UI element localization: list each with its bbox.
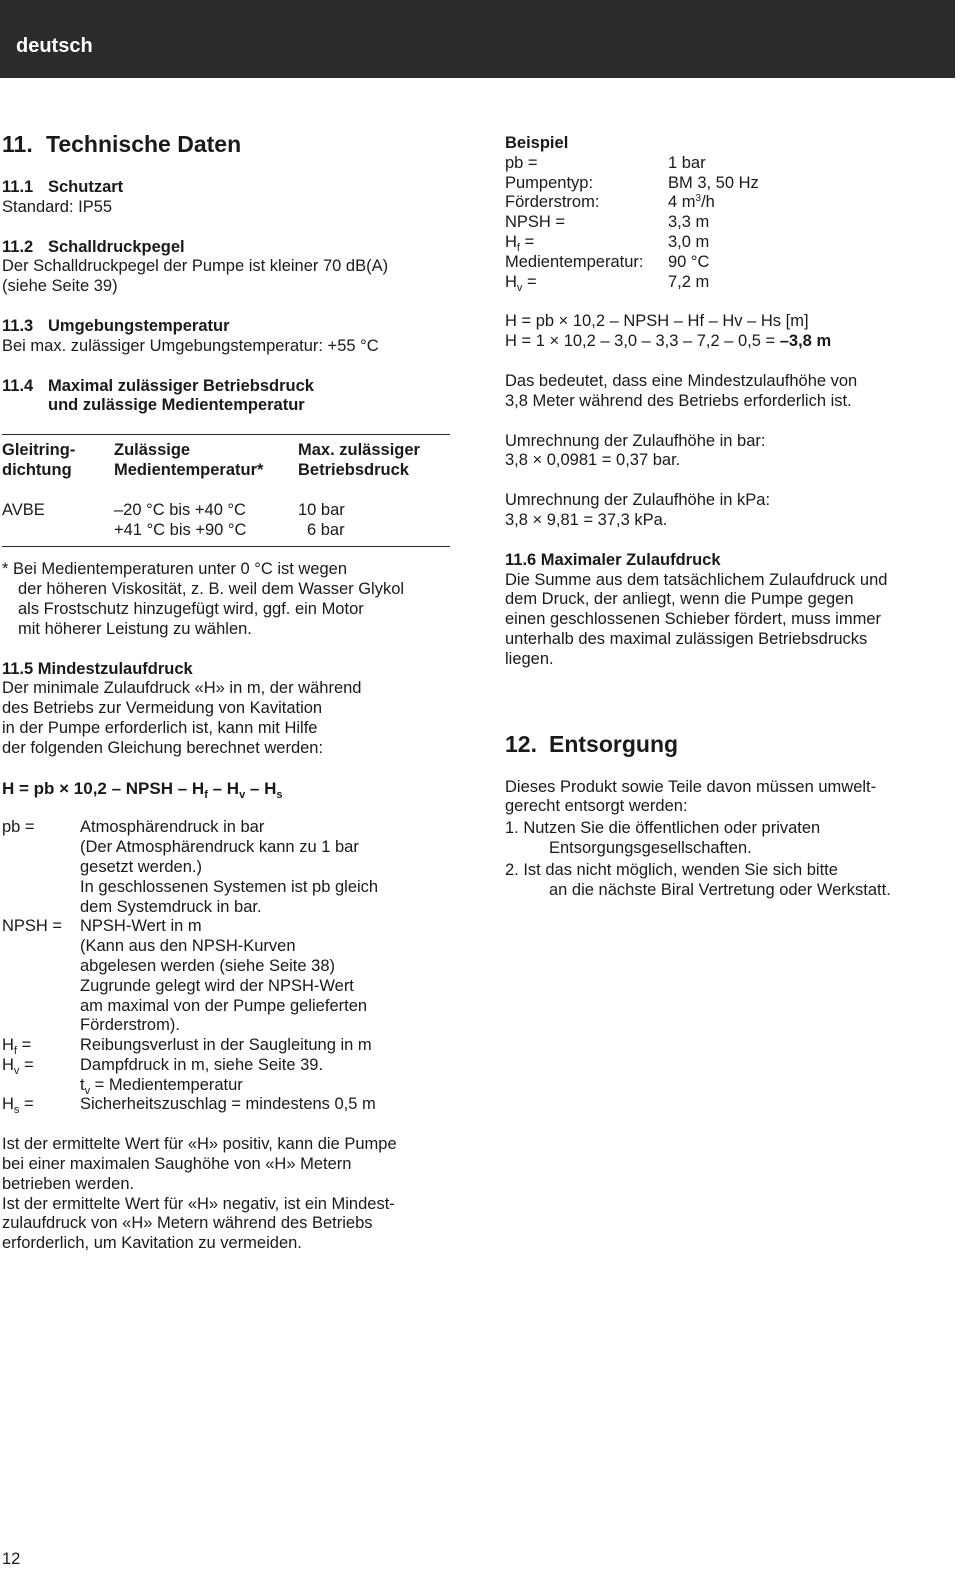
conversion-kpa: Umrechnung der Zulaufhöhe in kPa: 3,8 × 9,81 = 37,3 kPa. — [505, 491, 771, 529]
section-11-4: 11.4 Maximal zulässiger Betriebsdruck und zulässige Medientemperatur — [2, 376, 314, 415]
calculation: H = pb × 10,2 – NPSH – Hf – Hv – Hs [m] H = 1 × 10,2 – 3,0 – 3,3 – 7,2 – 0,5 = –3,8 m — [505, 312, 832, 351]
temperature-pressure-table — [2, 441, 450, 540]
list-item: 2. Ist das nicht möglich, wenden Sie sich bitte an die nächste Biral Vertretung oder Werkstatt. — [505, 860, 891, 899]
page-number: 12 — [2, 1550, 21, 1568]
disposal-section: Dieses Produkt sowie Teile davon müssen umwelt- gerecht entsorgt werden: 1. Nutzen Sie die öffentlichen oder privaten Entsorgungsgesellschaften. 2. Ist das nicht möglich, wenden Sie sich bitte an die nächste Biral Vertretung oder Werkstatt. — [505, 778, 945, 901]
closing-paragraph: Ist der ermittelte Wert für «H» positiv, kann die Pumpe bei einer maximalen Saughöhe von «H» Metern betrieben werden. Ist der ermittelte Wert für «H» negativ, ist ein Mindest- zulaufdruck von «H» Metern während des Betriebs erforderlich, um Kavitation zu vermeiden. — [2, 1135, 397, 1253]
section-11-3: 11.3 Umgebungstemperatur Bei max. zulässiger Umgebungstemperatur: +55 °C — [2, 316, 379, 355]
section-11-5: 11.5 Mindestzulaufdruck Der minimale Zulaufdruck «H» in m, der während des Betriebs zur Vermeidung von Kavitation in der Pumpe erforderlich ist, kann mit Hilfe der folgenden Gleichung berechnet werden: — [2, 659, 362, 757]
list-item: 1. Nutzen Sie die öffentlichen oder privaten Entsorgungsgesellschaften. — [505, 819, 821, 857]
meaning-paragraph: Das bedeutet, dass eine Mindestzulaufhöhe von 3,8 Meter während des Betriebs erforderlich ist. — [505, 371, 858, 410]
page-header — [0, 0, 955, 78]
section-11-2: 11.2 Schalldruckpegel Der Schalldruckpegel der Pumpe ist kleiner 70 dB(A) (siehe Seite 39) — [2, 237, 389, 296]
section-11-1: 11.1 Schutzart Standard: IP55 — [2, 178, 124, 216]
left-column — [2, 130, 462, 1254]
table-row: AVBE –20 °C bis +40 °C +41 °C bis +90 °C 10 bar 6 bar — [2, 500, 345, 539]
language-label: deutsch — [16, 35, 93, 57]
section-heading-11: 11. Technische Daten — [2, 131, 242, 157]
section-heading-12: 12. Entsorgung — [505, 730, 679, 757]
footnote: * Bei Medientemperaturen unter 0 °C ist wegen der höheren Viskosität, z. B. weil dem Wasser Glykol als Frostschutz hinzugefügt wird, ggf. ein Motor mit höherer Leistung zu wählen. — [2, 560, 405, 638]
conversion-bar: Umrechnung der Zulaufhöhe in bar: 3,8 × 0,0981 = 0,37 bar. — [505, 431, 766, 470]
section-11-6: 11.6 Maximaler Zulaufdruck Die Summe aus dem tatsächlichem Zulaufdruck und dem Druck, der anliegt, wenn die Pumpe gegen einen geschlossenen Schieber fördert, muss immer unterhalb des maximal zulässigen Betriebsdrucks liegen. — [505, 550, 888, 668]
example-block: Beispiel pb = 1 bar Pumpentyp: BM 3, 50 Hz Förderstrom: 4 $m^3/h$ NPSH = 3,3 m $H_f$ = 3,0 m Medientemperatur: 90 °C $H_v$ = 7,2 m — [505, 134, 759, 294]
formula-definitions: pb = Atmosphärendruck in bar (Der Atmosphärendruck kann zu 1 bar gesetzt werden.) In geschlossenen Systemen ist pb gleich dem Systemdruck in bar. NPSH = NPSH-Wert in m (Kann aus den NPSH-Kurven abgelesen werden (siehe Seite 38) Zugrunde gelegt wird der NPSH-Wert am maximal von der Pumpe gelieferten Förderstrom). $H_f$ = Reibungsverlust in der Saugleitung in m $H_v$ = Dampfdruck in m, siehe Seite 39. $t_v$ = Medientemperatur $H_s$ = Sicherheitszuschlag = mindestens 0,5 m — [2, 818, 379, 1117]
formula: H = pb × 10,2 – NPSH – $H_f - H_v - H_s$ — [2, 778, 283, 801]
right-column — [505, 134, 945, 900]
table-header-row: Gleitring- dichtung Zulässige Medientemperatur* Max. zulässiger Betriebsdruck — [2, 441, 420, 479]
